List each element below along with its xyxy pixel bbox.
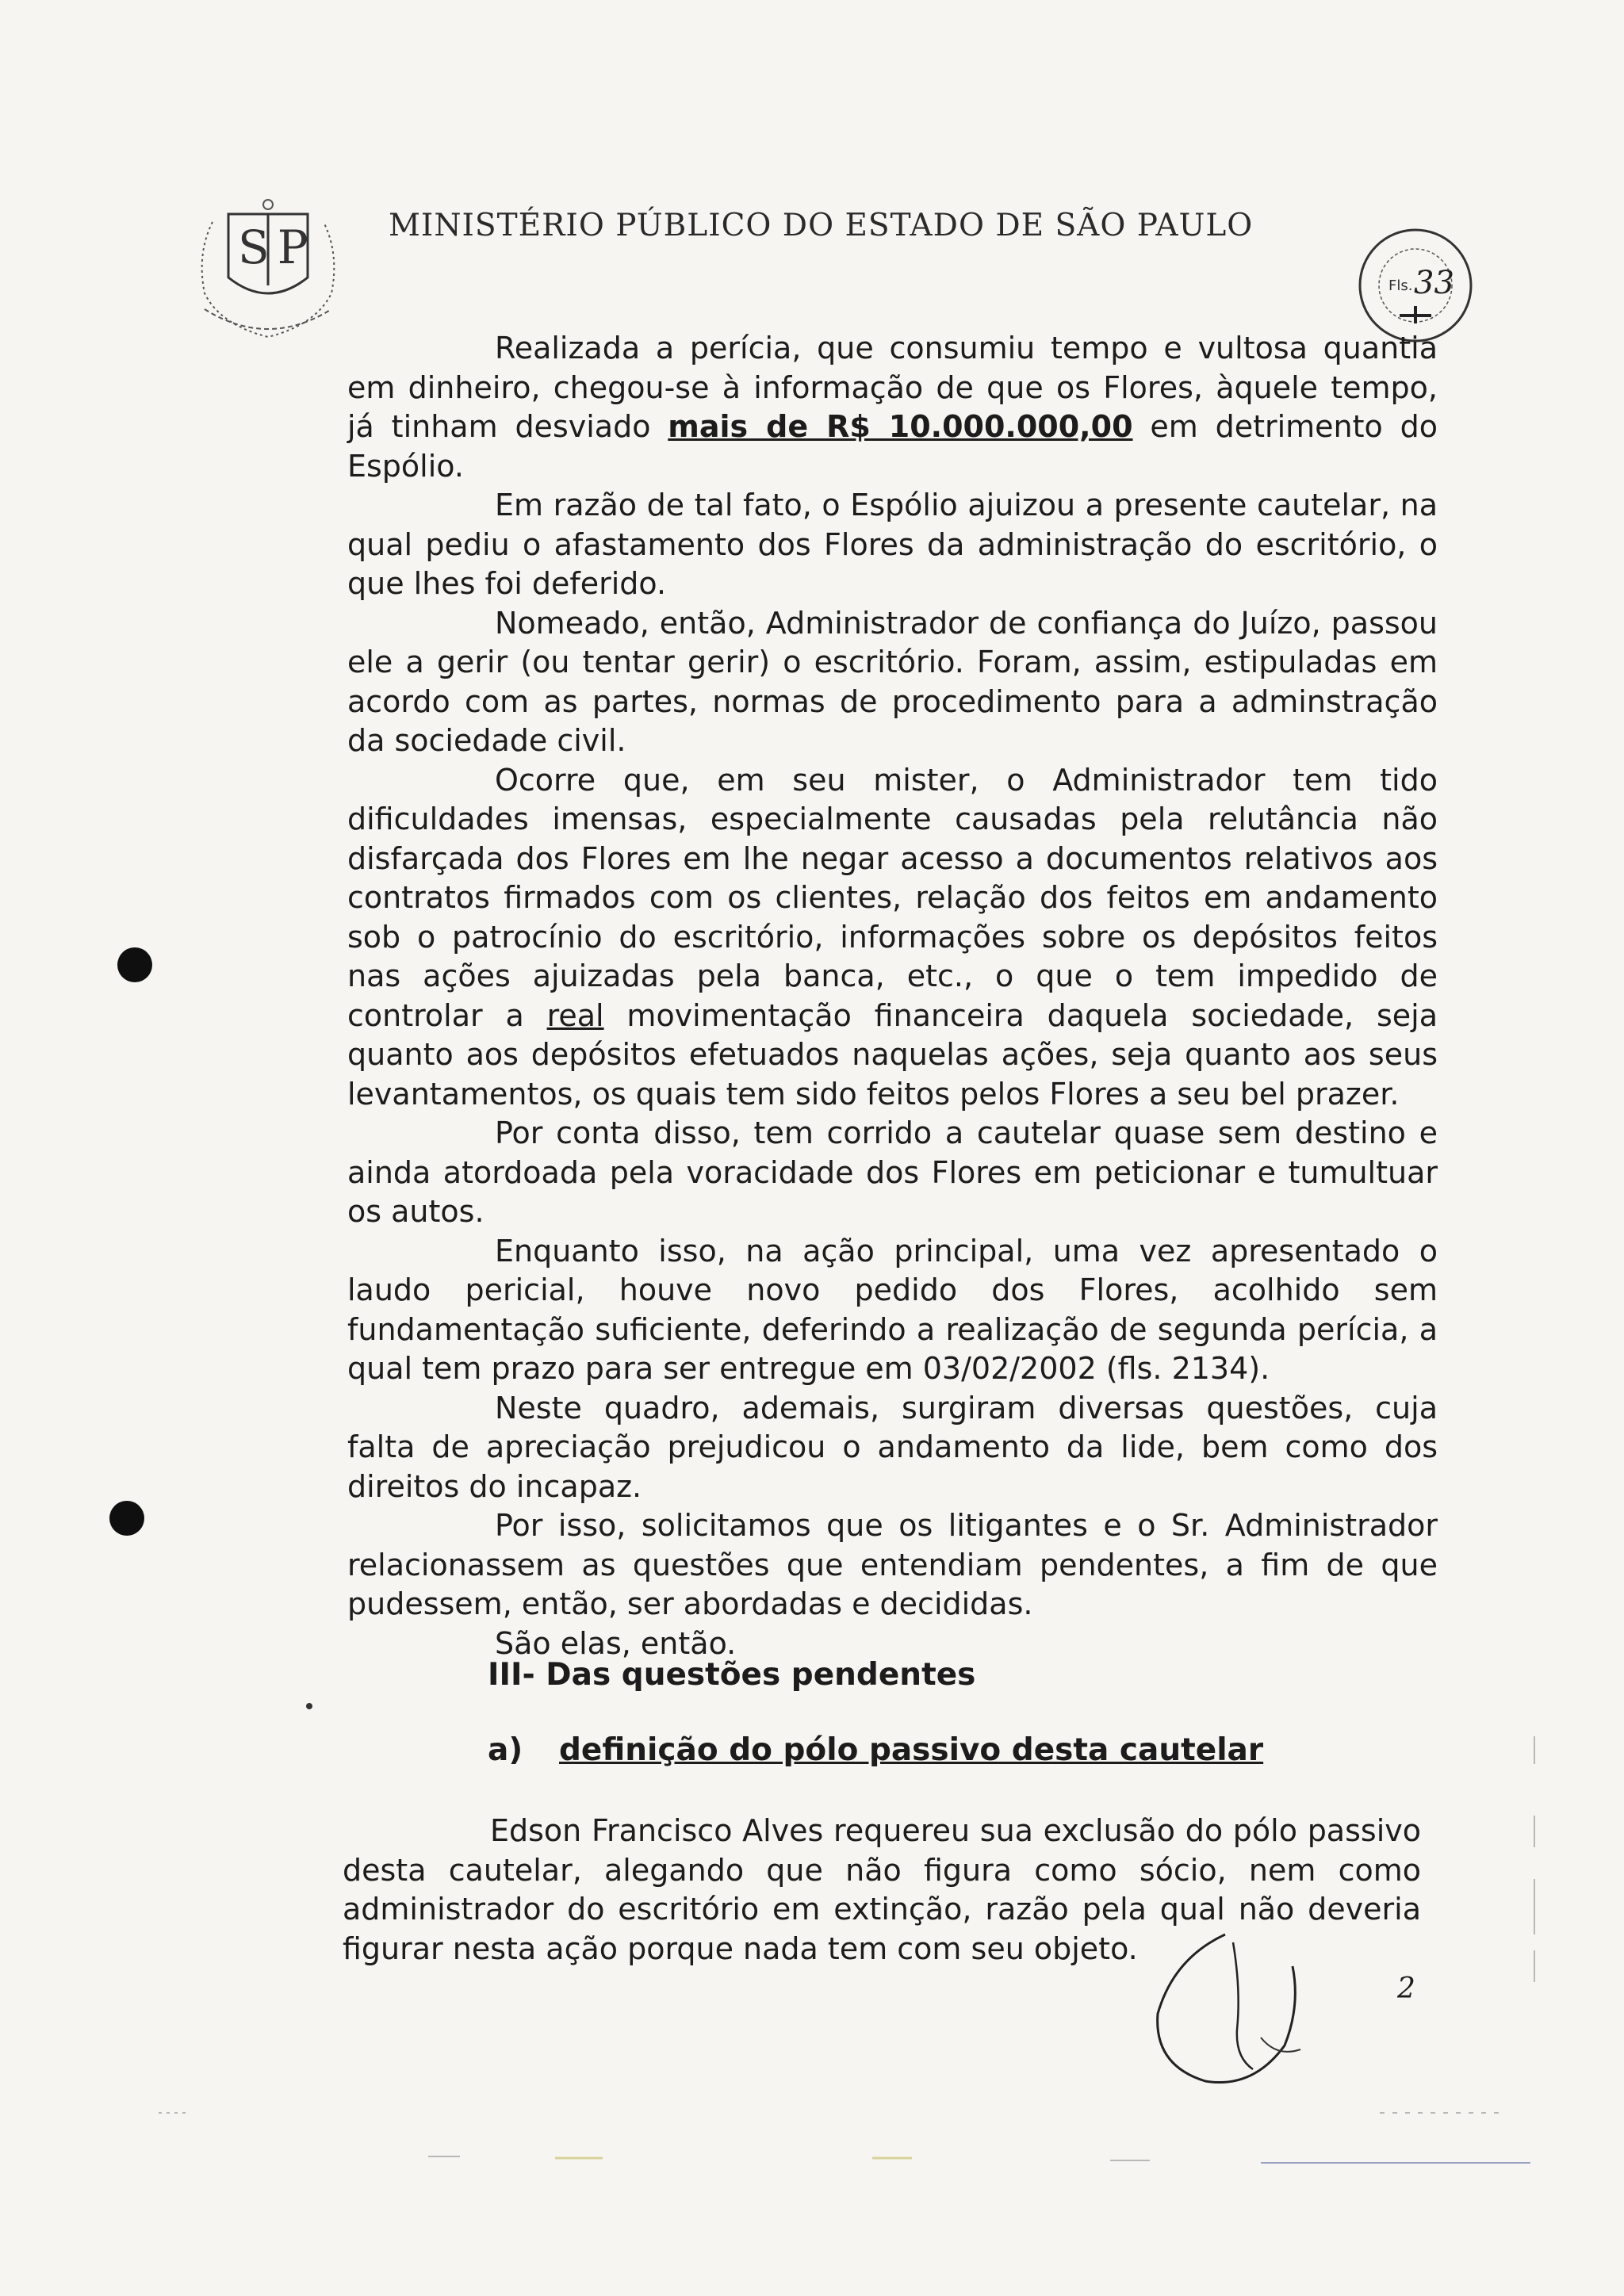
paragraph-4: Ocorre que, em seu mister, o Administrador tem tido dificuldades imensas, especialmente causadas pela relutância não disfarçada dos Flores em lhe negar acesso a documentos relativos aos contratos firmados com os clientes, relação dos feitos em andamento sob o patrocínio do escritório, informações sobre os depósitos feitos nas ações ajuizadas pela banca, etc., o que o tem impedido de controlar a real movimentação financeira daquela sociedade, seja quanto aos depósitos efetuados naquelas ações, seja quanto aos seus levantamentos, os quais tem sido feitos pelos Flores a seu bel prazer. [347,762,1438,1112]
stamp-label: Fls. [1388,277,1413,294]
paragraph-9: São elas, então. [495,1625,737,1661]
paragraph-3: Nomeado, então, Administrador de confiança do Juízo, passou ele a gerir (ou tentar gerir) o escritório. Foram, assim, estipuladas em acordo com as partes, normas de procedimento para a adminstração da sociedade civil. [347,605,1438,758]
page-number: 2 [1397,1973,1415,2005]
paragraph-7: Neste quadro, ademais, surgiram diversas questões, cuja falta de apreciação prejudicou o andamento da lide, bem como dos direitos do incapaz. [347,1390,1438,1504]
seal-letters: SP [238,220,316,274]
header-title: MINISTÉRIO PÚBLICO DO ESTADO DE SÃO PAULO [389,208,1254,243]
subsection-marker: a) [488,1732,523,1768]
paragraph-2: Em razão de tal fato, o Espólio ajuizou a presente cautelar, na qual pediu o afastamento dos Flores da administração do escritório, o que lhes foi deferido. [347,488,1438,601]
paragraph-6: Enquanto isso, na ação principal, uma vez apresentado o laudo pericial, houve novo pedido dos Flores, acolhido sem fundamentação suficiente, deferindo a realização de segunda perícia, a qual tem prazo para ser entregue em 03/02/2002 (fls. 2134). [347,1233,1438,1386]
section-heading: III- Das questões pendentes [488,1657,976,1693]
amount-highlight: mais de R$ 10.000.000,00 [668,409,1133,444]
underlined-word: real [546,997,604,1033]
stamp-number: 33 [1414,265,1454,301]
paragraph-5: Por conta disso, tem corrido a cautelar quase sem destino e ainda atordoada pela voracidade dos Flores em peticionar e tumultuar os autos. [347,1115,1438,1229]
paragraph-1: Realizada a perícia, que consumiu tempo e vultosa quantia em dinheiro, chegou-se à informação de que os Flores, àquele tempo, já tinham desviado mais de R$ 10.000.000,00 em detrimento do Espólio. [347,331,1438,484]
subsection-title: definição do pólo passivo desta cautelar [559,1732,1264,1768]
paragraph-8: Por isso, solicitamos que os litigantes e o Sr. Administrador relacionassem as questões que entendiam pendentes, a fim de que pudessem, então, ser abordadas e decididas. [347,1508,1438,1621]
paragraph-10: Edson Francisco Alves requereu sua exclusão do pólo passivo desta cautelar, alegando que não figura como sócio, nem como administrador do escritório em extinção, razão pela qual não deveria figurar nesta ação porque nada tem com seu objeto. [343,1813,1421,1966]
